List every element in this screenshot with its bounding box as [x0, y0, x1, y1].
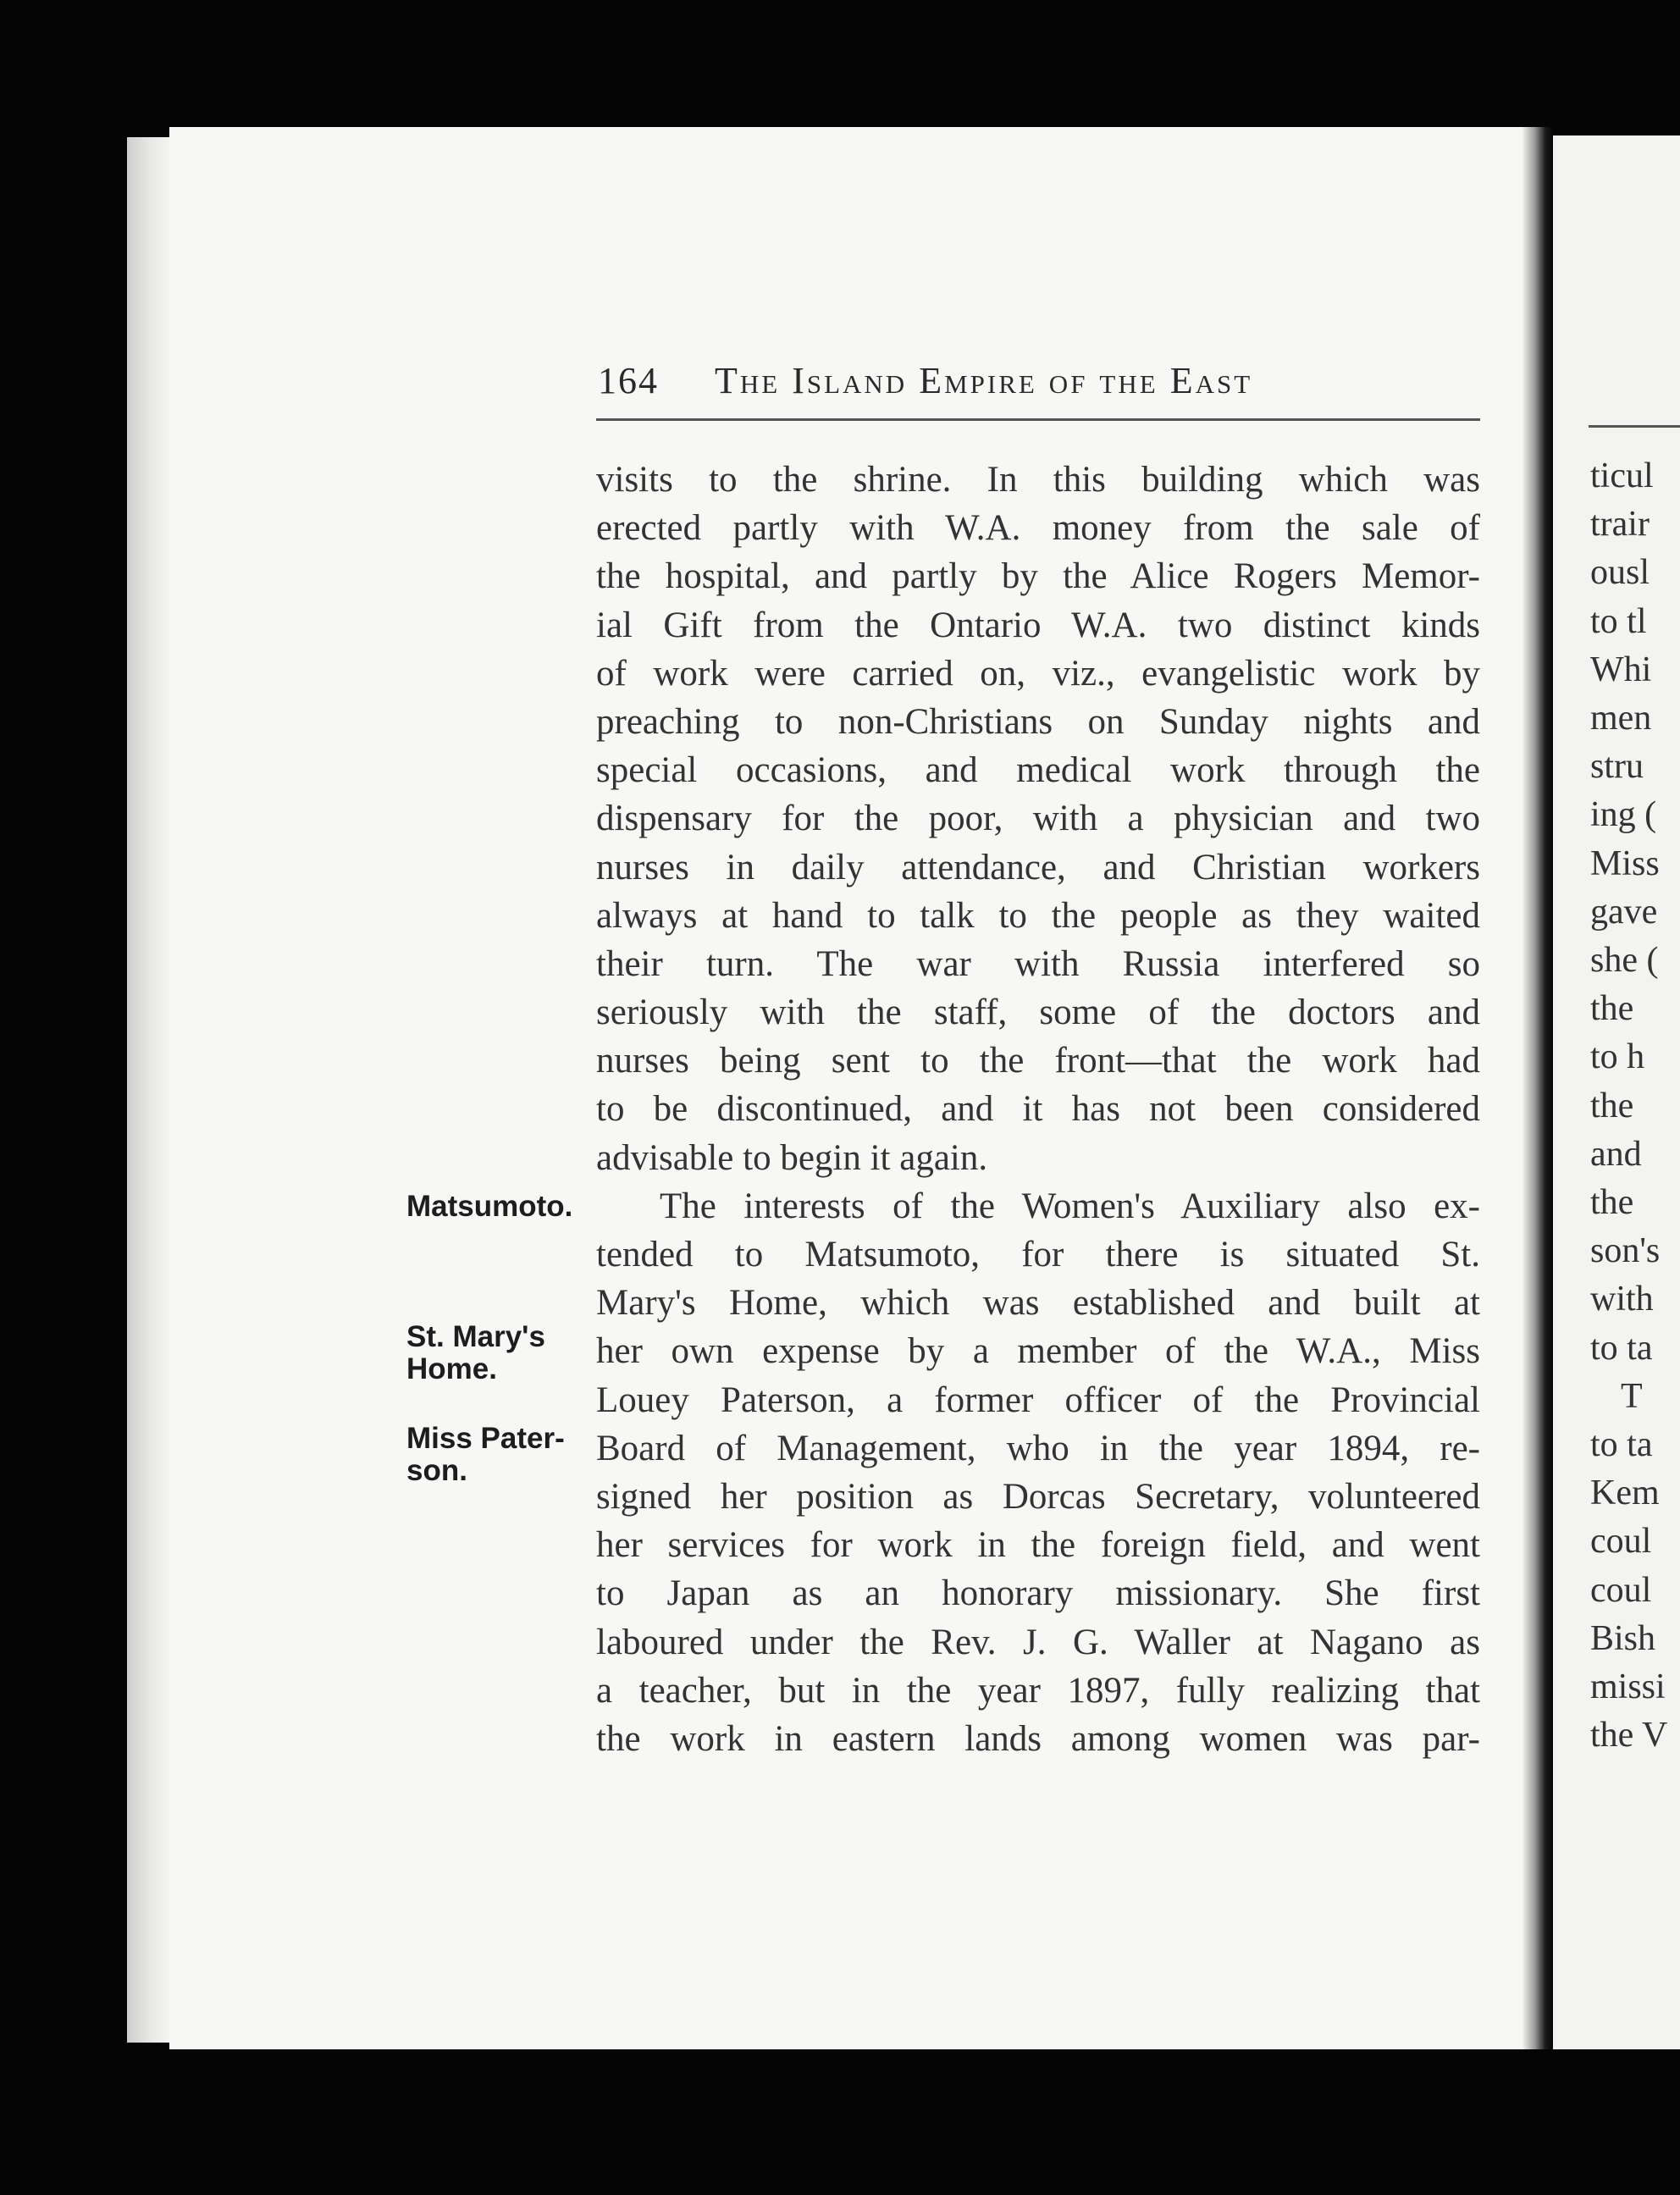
facing-page-line: Kem	[1590, 1473, 1660, 1513]
facing-page-line: to tl	[1590, 601, 1647, 641]
text-line: her own expense by a member of the W.A., Miss	[596, 1331, 1480, 1372]
margin-note-st-marys: St. Mary's	[406, 1320, 545, 1353]
margin-note-son: son.	[406, 1454, 467, 1487]
facing-page-line: men	[1590, 699, 1652, 738]
text-line: the work in eastern lands among women was par-	[596, 1718, 1480, 1759]
margin-note-matsumoto: Matsumoto.	[406, 1190, 573, 1223]
text-line: seriously with the staff, some of the doctors and	[596, 992, 1480, 1033]
book-gutter	[1522, 127, 1553, 2049]
text-line: nurses in daily attendance, and Christian workers	[596, 847, 1480, 887]
facing-page-line: ing (	[1590, 795, 1657, 835]
margin-note-paterson: Miss Pater-	[406, 1422, 565, 1455]
text-line: advisable to begin it again.	[596, 1137, 988, 1178]
text-line: tended to Matsumoto, for there is situated St.	[596, 1235, 1480, 1274]
text-line: laboured under the Rev. J. G. Waller at Nagano as	[596, 1622, 1480, 1662]
facing-page-line: ousl	[1590, 553, 1650, 593]
text-line: erected partly with W.A. money from the sale of	[596, 508, 1480, 549]
facing-page-line: to ta	[1590, 1328, 1653, 1368]
facing-page-line: coul	[1590, 1522, 1652, 1562]
facing-page-line: stru	[1590, 747, 1644, 787]
header-rule	[596, 418, 1480, 421]
page-edge	[127, 137, 169, 2043]
facing-page-line: she (	[1590, 941, 1659, 980]
facing-page-line: and	[1590, 1134, 1642, 1174]
text-line: ial Gift from the Ontario W.A. two distinct kinds	[596, 605, 1480, 645]
text-line: preaching to non-Christians on Sunday nights and	[596, 701, 1480, 742]
text-line: Mary's Home, which was established and built at	[596, 1283, 1480, 1324]
facing-page-line: the	[1590, 1183, 1634, 1222]
facing-page-line: to h	[1590, 1037, 1645, 1077]
facing-page-line: the	[1590, 989, 1634, 1029]
facing-page-line: trair	[1590, 505, 1650, 545]
facing-page-line: coul	[1590, 1570, 1652, 1610]
text-line: to be discontinued, and it has not been considered	[596, 1089, 1480, 1130]
text-line: signed her position as Dorcas Secretary, volunteered	[596, 1476, 1480, 1517]
text-line: nurses being sent to the front—that the work had	[596, 1041, 1480, 1081]
text-line: the hospital, and partly by the Alice Rogers Memor-	[596, 556, 1480, 597]
facing-page-line: with	[1590, 1280, 1654, 1319]
text-line: Board of Management, who in the year 1894, re-	[596, 1428, 1480, 1468]
facing-page-line: to ta	[1590, 1425, 1653, 1464]
facing-page-line: the V	[1590, 1716, 1668, 1755]
facing-page-rule	[1589, 425, 1680, 428]
facing-page	[1553, 135, 1680, 2049]
facing-page-line: the	[1590, 1086, 1634, 1125]
facing-page-line: Bish	[1590, 1618, 1656, 1658]
text-line: always at hand to talk to the people as they waited	[596, 895, 1480, 936]
text-line: special occasions, and medical work through the	[596, 750, 1480, 791]
facing-page-line: gave	[1590, 892, 1658, 932]
text-line: Louey Paterson, a former officer of the Provincial	[596, 1379, 1480, 1420]
running-title: The Island Empire of the East	[715, 360, 1253, 401]
text-line: of work were carried on, viz., evangelistic work by	[596, 653, 1480, 694]
text-line: to Japan as an honorary missionary. She first	[596, 1573, 1480, 1614]
page-number: 164	[598, 360, 659, 401]
facing-page-line: Miss	[1590, 843, 1660, 883]
facing-page-line: T	[1621, 1376, 1643, 1416]
running-head	[598, 359, 1478, 410]
text-line: their turn. The war with Russia interfered so	[596, 943, 1480, 984]
text-line: dispensary for the poor, with a physician and two	[596, 799, 1480, 839]
text-line: visits to the shrine. In this building which was	[596, 460, 1480, 500]
facing-page-line: Whi	[1590, 650, 1652, 689]
margin-note-home: Home.	[406, 1352, 497, 1385]
text-line: The interests of the Women's Auxiliary also ex-	[660, 1186, 1480, 1226]
body-text	[596, 456, 1480, 1763]
text-line: a teacher, but in the year 1897, fully realizing that	[596, 1670, 1480, 1711]
text-line: her services for work in the foreign field, and went	[596, 1525, 1480, 1566]
facing-page-line: missi	[1590, 1667, 1666, 1706]
facing-page-line: ticul	[1590, 456, 1654, 495]
facing-page-line: son's	[1590, 1231, 1661, 1271]
